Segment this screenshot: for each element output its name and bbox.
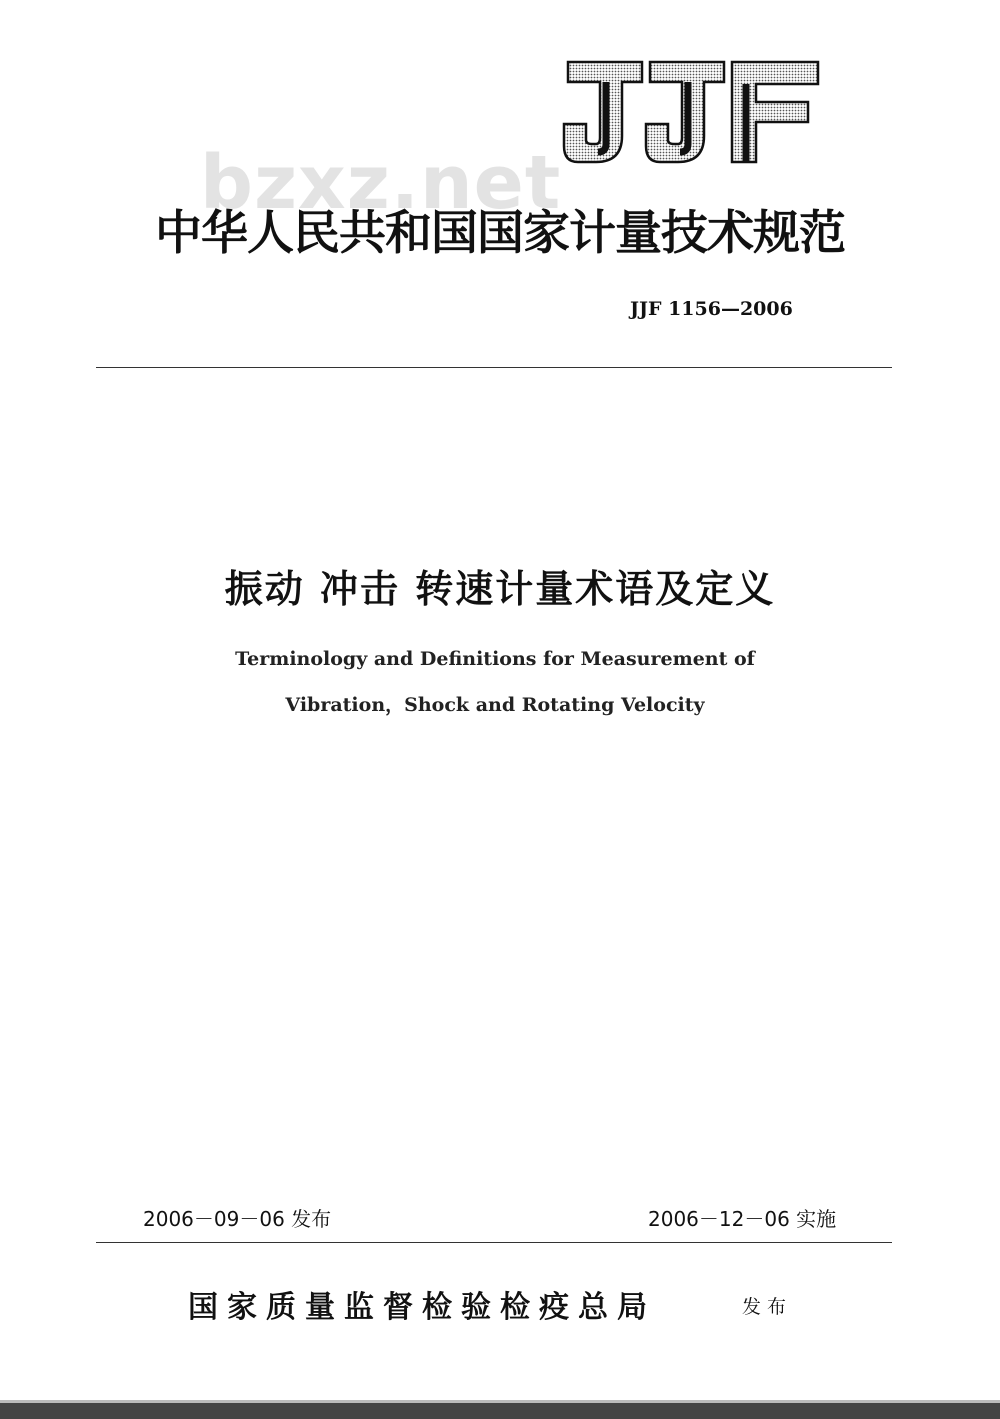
logo-letter-f <box>732 62 818 162</box>
issuer-suffix: 发布 <box>742 1296 793 1318</box>
issue-date: 2006－09－06 发布 <box>143 1207 332 1231</box>
implementation-date: 2006－12－06 实施 <box>648 1207 837 1231</box>
watermark: bzxz.net <box>200 140 562 226</box>
standard-number: JJF 1156—2006 <box>630 298 793 320</box>
document-title-en-line1: Terminology and Definitions for Measurement of <box>235 648 755 670</box>
document-title-cn: 振动 冲击 转速计量术语及定义 <box>224 567 776 611</box>
issuer-name: 国家质量监督检验检疫总局 <box>188 1290 656 1325</box>
standard-type-title: 中华人民共和国国家计量技术规范 <box>155 206 845 261</box>
divider-bottom <box>96 1242 892 1243</box>
logo-letter-j1 <box>564 62 642 162</box>
logo-letter-j2 <box>646 62 724 162</box>
divider-top <box>96 367 892 368</box>
page-edge-bar <box>0 1403 1000 1419</box>
jjf-logo <box>560 58 822 170</box>
document-title-en-line2: Vibration，Shock and Rotating Velocity <box>285 694 705 716</box>
